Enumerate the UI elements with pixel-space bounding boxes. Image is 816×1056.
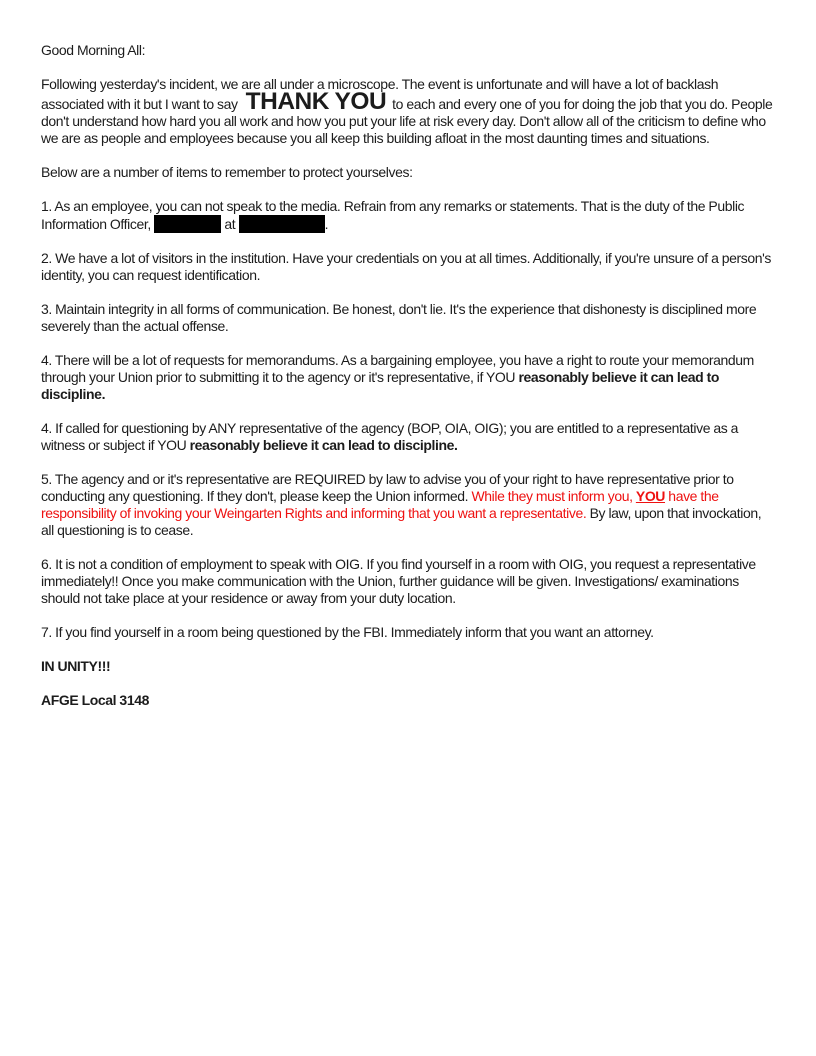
- paragraph: [41, 471, 775, 539]
- paragraph: [41, 76, 775, 147]
- text-run-bold: AFGE Local 3148: [41, 692, 149, 708]
- paragraph: [41, 556, 775, 607]
- text-run-red: While they must inform you,: [471, 488, 636, 504]
- text-run: 5. The agency and or it's representative are REQUIRED by law to advise you of your right to have representative prior to conducting any questioning. If they don't, please keep the Union informed.: [41, 471, 737, 504]
- paragraph: [41, 164, 775, 181]
- text-run: 6. It is not a condition of employment to speak with OIG. If you find yourself in a room with OIG, you request a representative immediately!! Once you make communication with the Union, further guidance will be given. Investigations/ examinations should not take place at your residence or away from your duty location.: [41, 556, 760, 606]
- text-run-red: have the responsibility of invoking your Weingarten Rights and informing that you want a representative.: [41, 488, 722, 521]
- redaction-box: [154, 215, 221, 233]
- text-run: at: [221, 216, 239, 232]
- paragraph: [41, 692, 775, 709]
- text-run: Below are a number of items to remember to protect yourselves:: [41, 164, 413, 180]
- paragraph: [41, 658, 775, 675]
- text-run: 4. If called for questioning by ANY representative of the agency (BOP, OIA, OIG); you are entitled to a representative as a witness or subject if YOU: [41, 420, 742, 453]
- text-run: 3. Maintain integrity in all forms of communication. Be honest, don't lie. It's the experience that dishonesty is disciplined more severely than the actual offense.: [41, 301, 760, 334]
- paragraph: [41, 198, 775, 233]
- memo-body: [41, 42, 775, 709]
- text-run: 2. We have a lot of visitors in the institution. Have your credentials on you at all times. Additionally, if you're unsure of a person's identity, you can request identification.: [41, 250, 775, 283]
- text-run: Good Morning All:: [41, 42, 146, 58]
- text-run-bold: reasonably believe it can lead to discipline.: [189, 437, 458, 453]
- text-run: 1. As an employee, you can not speak to the media. Refrain from any remarks or statements. That is the duty of the Public Information Officer,: [41, 198, 748, 232]
- text-run-thankyou: THANK YOU: [245, 88, 387, 115]
- text-run: By law, upon that invockation, all questioning is to cease.: [41, 505, 765, 538]
- paragraph: [41, 42, 775, 59]
- paragraph: [41, 352, 775, 403]
- text-run-bold: IN UNITY!!!: [41, 658, 111, 674]
- text-run: Following yesterday's incident, we are all under a microscope. The event is unfortunate and will have a lot of backlash associated with it but I want to say: [41, 76, 722, 112]
- text-run-bold: reasonably believe it can lead to discipline.: [41, 369, 723, 402]
- paragraph: [41, 301, 775, 335]
- text-run: 7. If you find yourself in a room being questioned by the FBI. Immediately inform that you want an attorney.: [41, 624, 654, 640]
- paragraph: [41, 250, 775, 284]
- text-run: 4. There will be a lot of requests for memorandums. As a bargaining employee, you have a right to route your memorandum through your Union prior to submitting it to the agency or it's representative, if YOU: [41, 352, 758, 385]
- text-run-red-bold-underline: YOU: [635, 488, 666, 504]
- text-run: .: [324, 216, 329, 232]
- redaction-box: [239, 215, 325, 233]
- text-run: to each and every one of you for doing the job that you do. People don't understand how hard you all work and how you put your life at risk every day. Don't allow all of the criticism to define who we are as people and employees because you all keep this building afloat in the most daunting times and situations.: [41, 96, 776, 146]
- paragraph: [41, 624, 775, 641]
- paragraph: [41, 420, 775, 454]
